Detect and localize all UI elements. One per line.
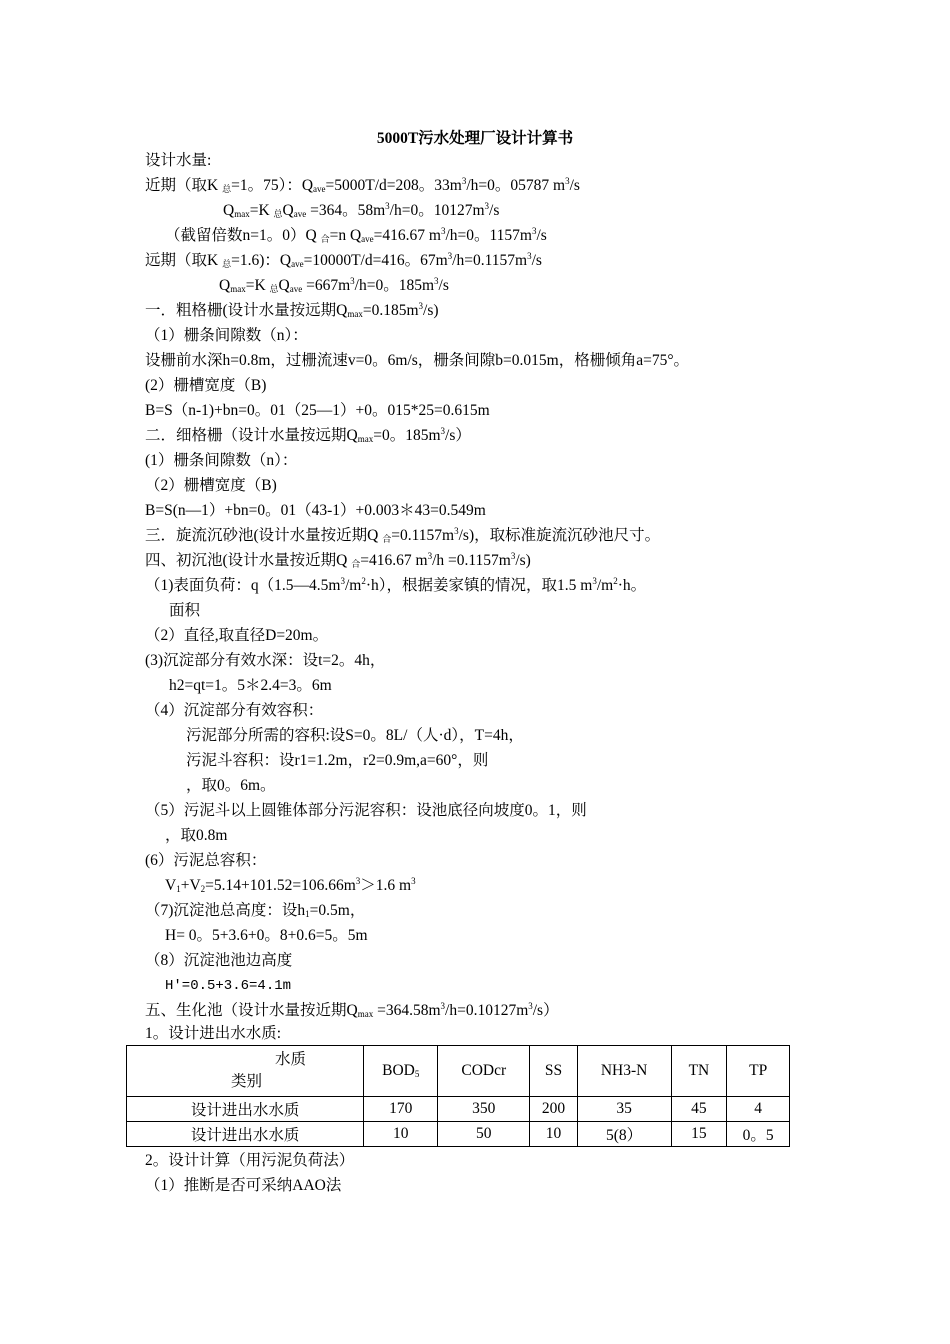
fine-bar-gap-count: (1）栅条间隙数（n）： bbox=[145, 452, 298, 469]
cell-bod5: 170 bbox=[364, 1097, 438, 1122]
header-tp: TP bbox=[727, 1046, 790, 1097]
cell-tn: 15 bbox=[671, 1122, 727, 1147]
cell-ss: 200 bbox=[530, 1097, 577, 1122]
total-height-formula: H= 0。5+3.6+0。8+0.6=5。5m bbox=[165, 927, 368, 944]
h2-formula: h2=qt=1。5＊2.4=3。6m bbox=[169, 677, 332, 694]
header-codcr: CODcr bbox=[438, 1046, 530, 1097]
sludge-hopper-volume: 污泥斗容积：设r1=1.2m，r2=0.9m,a=60°，则 bbox=[186, 752, 489, 769]
near-term-flow: 近期（取K $_总$=1。75）：$Q_{ave}=5000T/d=208$。$33m^3/h=0$。05787 $m^3/s$ bbox=[145, 176, 580, 194]
cell-bod5: 10 bbox=[364, 1122, 438, 1147]
row-label: 设计进出水水质 bbox=[127, 1097, 364, 1122]
section-coarse-screen: 一．粗格栅(设计水量按远期$Q_{max}=0.185m^3/s$) bbox=[145, 301, 439, 319]
coarse-width-formula: B=S（n-1)+bn=0。01（25—1）+0。015*25=0.615m bbox=[145, 402, 490, 419]
effective-volume: （4）沉淀部分有效容积： bbox=[145, 702, 324, 719]
section-fine-screen: 二．细格栅（设计水量按远期$Q_{max}=0$。$185m^3/s$） bbox=[145, 426, 471, 444]
hopper-height-take: ，取0。6m。 bbox=[186, 777, 276, 794]
surface-load: （1)表面负荷：$q(1.5—4.5m^3/m^2\cdot h)$，根据姜家镇的情况，取1.5 $m^3/m^2\cdot h$。 bbox=[145, 576, 647, 594]
cell-nh3n: 35 bbox=[577, 1097, 671, 1122]
coarse-bar-gap-count: （1）栅条间隙数（n）： bbox=[145, 327, 308, 344]
coarse-channel-width: (2）栅槽宽度（B) bbox=[145, 377, 267, 394]
total-height: （7)沉淀池总高度：设$h_1=0.5m$， bbox=[145, 902, 366, 919]
cell-codcr: 350 bbox=[438, 1097, 530, 1122]
long-term-flow: 远期（取K $_总$=1.6)：$Q_{ave}=10000T/d=416$。$67m^3/h=0.1157m^3/s$ bbox=[145, 251, 542, 269]
area-label: 面积 bbox=[169, 602, 201, 619]
side-height-formula: H′=0.5+3.6=4.1m bbox=[165, 978, 292, 994]
total-sludge-volume: (6）污泥总容积： bbox=[145, 852, 267, 869]
cell-ss: 10 bbox=[530, 1122, 577, 1147]
long-term-qmax: $Q_{max}=K$ $_总Q_{ave} =667m^3/h=0$。$185m^3/s$ bbox=[219, 276, 449, 294]
row-label: 设计进出水水质 bbox=[127, 1122, 364, 1147]
section-design-flow: 设计水量: bbox=[145, 152, 212, 169]
fine-channel-width: （2）栅槽宽度（B) bbox=[145, 477, 277, 494]
cell-tn: 45 bbox=[671, 1097, 727, 1122]
table-row bbox=[127, 1097, 790, 1122]
fine-width-formula: B=S(n—1）+bn=0。01（43-1）+0.003＊43=0.549m bbox=[145, 502, 486, 519]
cell-tp: 0。5 bbox=[727, 1122, 790, 1147]
table-corner-cell bbox=[127, 1046, 364, 1097]
cone-height-take: ，取0.8m bbox=[165, 827, 228, 844]
diameter: （2）直径,取直径D=20m。 bbox=[145, 627, 329, 644]
header-bod5: $BOD_5$ bbox=[364, 1046, 438, 1097]
near-term-qmax: $Q_{max}=K$ $_总Q_{ave} =364$。$58m^3/h=0$。$10127m^3/s$ bbox=[223, 201, 500, 219]
cell-codcr: 50 bbox=[438, 1122, 530, 1147]
sludge-volume-required: 污泥部分所需的容积:设S=0。8L/（人·d），T=4h， bbox=[186, 727, 524, 744]
section-primary-clarifier: 四、初沉池(设计水量按近期Q $_合$=416.67 $m^3/h =0.1157m^3/s$) bbox=[145, 551, 531, 569]
corner-top-label: 水质 bbox=[275, 1051, 307, 1068]
aao-check: （1）推断是否可采纳AAO法 bbox=[145, 1177, 342, 1194]
design-calculation-heading: 2。设计计算（用污泥负荷法） bbox=[145, 1152, 355, 1169]
header-nh3n: NH3-N bbox=[577, 1046, 671, 1097]
cell-tp: 4 bbox=[727, 1097, 790, 1122]
volume-sum: $V_1+V_2=5.14+101.52=106.66m^3>1.6$ $m^3$ bbox=[165, 876, 416, 894]
section-grit-chamber: 三．旋流沉砂池(设计水量按近期Q $_合=0.1157m^3/s$)，取标准旋流沉砂池尺寸。 bbox=[145, 526, 661, 544]
cell-nh3n: 5(8） bbox=[577, 1122, 671, 1147]
table-header-row bbox=[127, 1046, 790, 1097]
table-row bbox=[127, 1122, 790, 1147]
corner-bottom-label: 类别 bbox=[231, 1073, 263, 1090]
effective-depth: (3)沉淀部分有效水深：设t=2。4h， bbox=[145, 652, 386, 669]
combined-flow: （截留倍数n=1。0）Q $_合$=n $Q_{ave}=416.67$ $m^3/h=0$。$1157m^3/s$ bbox=[165, 226, 547, 244]
header-tn: TN bbox=[671, 1046, 727, 1097]
header-ss: SS bbox=[530, 1046, 577, 1097]
section-bioreactor: 五、生化池（设计水量按近期$Q_{max} =364.58m^3/h=0.10127m^3/s$） bbox=[145, 1001, 559, 1019]
water-quality-table bbox=[126, 1045, 790, 1147]
side-height: （8）沉淀池池边高度 bbox=[145, 952, 293, 969]
document-title: 5000T污水处理厂设计计算书 bbox=[376, 130, 574, 147]
cone-sludge-volume: （5）污泥斗以上圆锥体部分污泥容积：设池底径向坡度0。1，则 bbox=[145, 802, 587, 819]
coarse-screen-params: 设栅前水深h=0.8m，过栅流速v=0。6m/s，栅条间隙b=0.015m，格栅倾角a=75°。 bbox=[145, 352, 690, 369]
inlet-outlet-quality-heading: 1。设计进出水水质: bbox=[145, 1025, 282, 1042]
